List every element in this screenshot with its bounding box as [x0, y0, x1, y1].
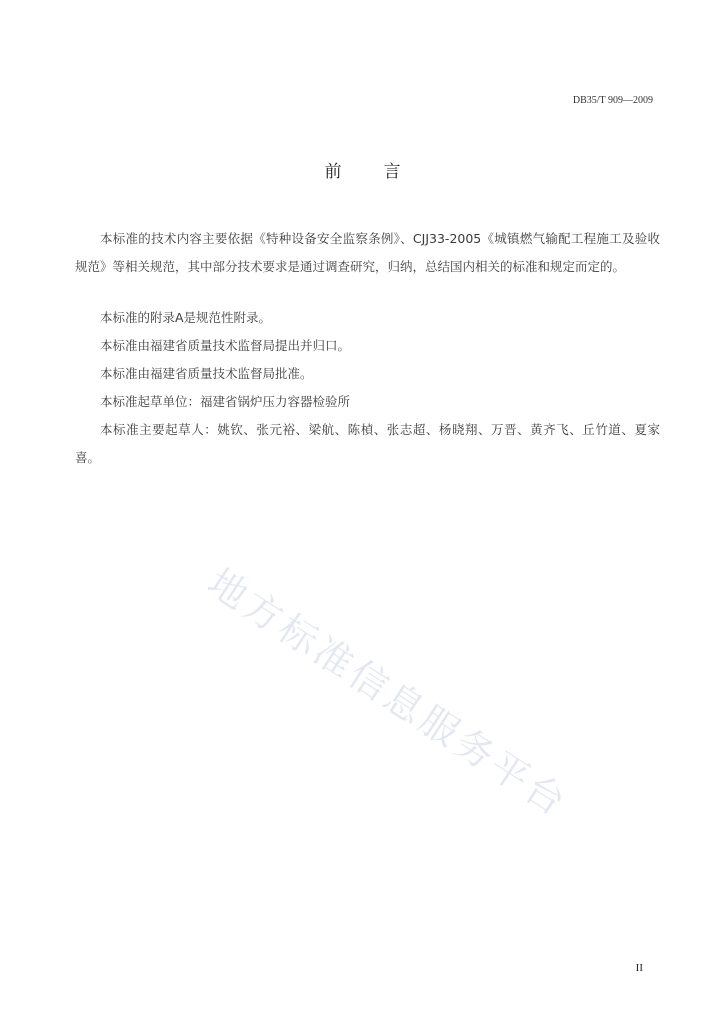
paragraph-appendix: 本标准的附录A是规范性附录。	[100, 310, 272, 325]
document-code: DB35/T 909—2009	[572, 95, 653, 106]
paragraph-drafting-unit: 本标准起草单位：福建省锅炉压力容器检验所	[100, 394, 351, 409]
watermark: 地方标准信息服务平台	[199, 560, 577, 826]
page-title: 前言	[324, 162, 443, 182]
paragraph-basis: 本标准的技术内容主要依据《特种设备安全监察条例》、CJJ33-2005《城镇燃气输配工程施工及验收规范》等相关规范，其中部分技术要求是通过调查研究，归纳，总结国内相关的标准和规定而定的。	[75, 231, 660, 274]
paragraph-drafters: 本标准主要起草人：姚钦、张元裕、梁航、陈楨、张志超、杨晓翔、万晋、黄齐飞、丘竹道、夏家喜。	[75, 422, 660, 465]
page-number: II	[635, 962, 643, 974]
paragraph-approver: 本标准由福建省质量技术监督局批准。	[100, 366, 313, 381]
document-body	[75, 225, 660, 472]
paragraph-proposer: 本标准由福建省质量技术监督局提出并归口。	[100, 338, 351, 353]
